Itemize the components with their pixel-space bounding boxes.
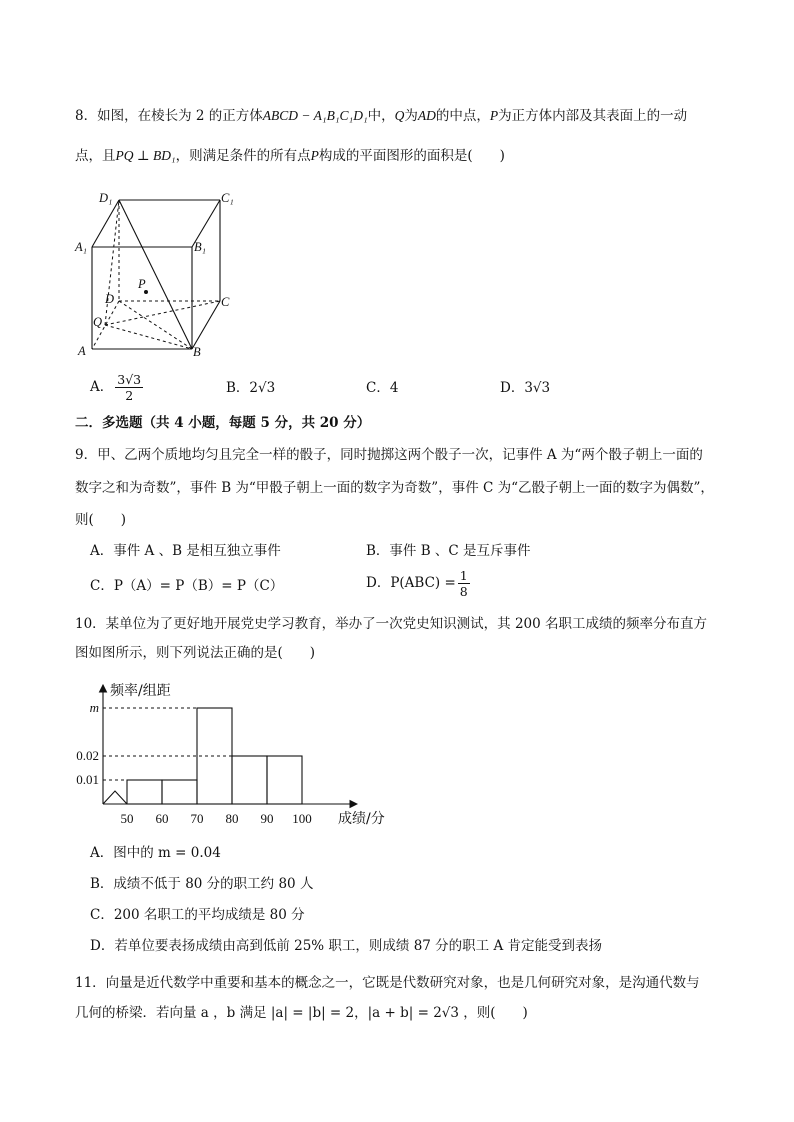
x-tick-label: 60 (155, 811, 169, 826)
q8-option-a[interactable]: A． $\frac{3√3}{2}$ (90, 372, 142, 403)
label-Q: Q (93, 315, 103, 329)
y-tick-label: m (89, 700, 99, 715)
x-axis-title: 成绩/分 (338, 811, 385, 827)
q9-line2: 数字之和为奇数”，事件 B 为“甲骰子朝上一面的数字为奇数”，事件 C 为“乙骰子朝上一面的数字为偶数”， (75, 480, 714, 496)
q11-line2: 几何的桥梁．若向量 a ，b 满足 |a| = |b| = 2，|a + b| = 2√3 ，则( ) (75, 1005, 528, 1021)
label-A1: A₁ (75, 240, 87, 254)
q9-option-d[interactable]: D．P(ABC) = $\frac{1}{8}$ (366, 568, 468, 599)
histogram-bar (267, 756, 302, 804)
q8-option-b[interactable]: B．2√3 (226, 380, 276, 396)
label-D1: D₁ (99, 191, 113, 205)
q9-line3: 则( ) (75, 512, 127, 528)
y-tick-label: 0.02 (76, 748, 99, 763)
cube-name: ABCD − A₁B₁C₁D₁ (262, 108, 368, 123)
x-tick-label: 90 (260, 811, 274, 826)
label-A: A (78, 344, 86, 358)
q10-line2: 图如图所示，则下列说法正确的是( ) (75, 645, 316, 661)
x-tick-label: 100 (292, 811, 312, 826)
q10-option-a[interactable]: A．图中的 m = 0.04 (90, 845, 221, 861)
axis-break (103, 791, 127, 804)
histogram-bar (162, 780, 197, 804)
q9-line1: 9．甲、乙两个质地均匀且完全一样的骰子，同时抛掷这两个骰子一次，记事件 A 为“两个骰子朝上一面的 (75, 447, 703, 463)
q8-line2: 点，且PQ ⊥ BD₁，则满足条件的所有点P构成的平面图形的面积是( ) (75, 148, 505, 164)
cube-figure (72, 188, 242, 363)
fraction: $\frac{1}{8}$ (459, 568, 468, 599)
y-tick-label: 0.01 (76, 772, 99, 787)
q11-line1: 11．向量是近代数学中重要和基本的概念之一，它既是代数研究对象，也是几何研究对象，是沟通代数与 (75, 975, 700, 991)
histogram-bar (197, 708, 232, 804)
x-tick-label: 70 (190, 811, 204, 826)
label-C1: C₁ (221, 191, 234, 205)
q9-option-a[interactable]: A．事件 A 、B 是相互独立事件 (90, 543, 281, 559)
q9-option-b[interactable]: B．事件 B 、C 是互斥事件 (366, 543, 531, 559)
perpendicular-condition: PQ ⊥ BD₁ (115, 148, 176, 163)
label-B: B (193, 345, 201, 359)
x-tick-label: 50 (120, 811, 134, 826)
histogram-chart (72, 673, 402, 833)
q10-line1: 10．某单位为了更好地开展党史学习教育，举办了一次党史知识测试，其 200 名职工成绩的频率分布直方 (75, 616, 708, 632)
q10-option-d[interactable]: D．若单位要表扬成绩由高到低前 25% 职工，则成绩 87 分的职工 A 肯定能受到表扬 (90, 938, 603, 954)
q8-option-c[interactable]: C．4 (366, 380, 399, 396)
label-B1: B₁ (194, 240, 206, 254)
label-D: D (105, 292, 115, 306)
q10-option-c[interactable]: C．200 名职工的平均成绩是 80 分 (90, 907, 305, 923)
q8-option-d[interactable]: D．3√3 (500, 380, 551, 396)
histogram-bar (127, 780, 162, 804)
label-P: P (138, 277, 146, 291)
histogram-bar (232, 756, 267, 804)
y-axis-title: 频率/组距 (110, 683, 171, 699)
section-heading: 二．多选题（共 4 小题，每题 5 分，共 20 分） (75, 415, 371, 431)
q8-line1: 8．如图，在棱长为 2 的正方体ABCD − A₁B₁C₁D₁中，Q为AD的中点，P为正方体内部及其表面上的一动 (75, 108, 688, 124)
fraction: $\frac{3√3}{2}$ (117, 372, 142, 403)
x-tick-label: 80 (225, 811, 239, 826)
label-C: C (221, 295, 230, 309)
q9-option-c[interactable]: C．P（A）= P（B）= P（C） (90, 578, 284, 594)
q10-option-b[interactable]: B．成绩不低于 80 分的职工约 80 人 (90, 876, 314, 892)
